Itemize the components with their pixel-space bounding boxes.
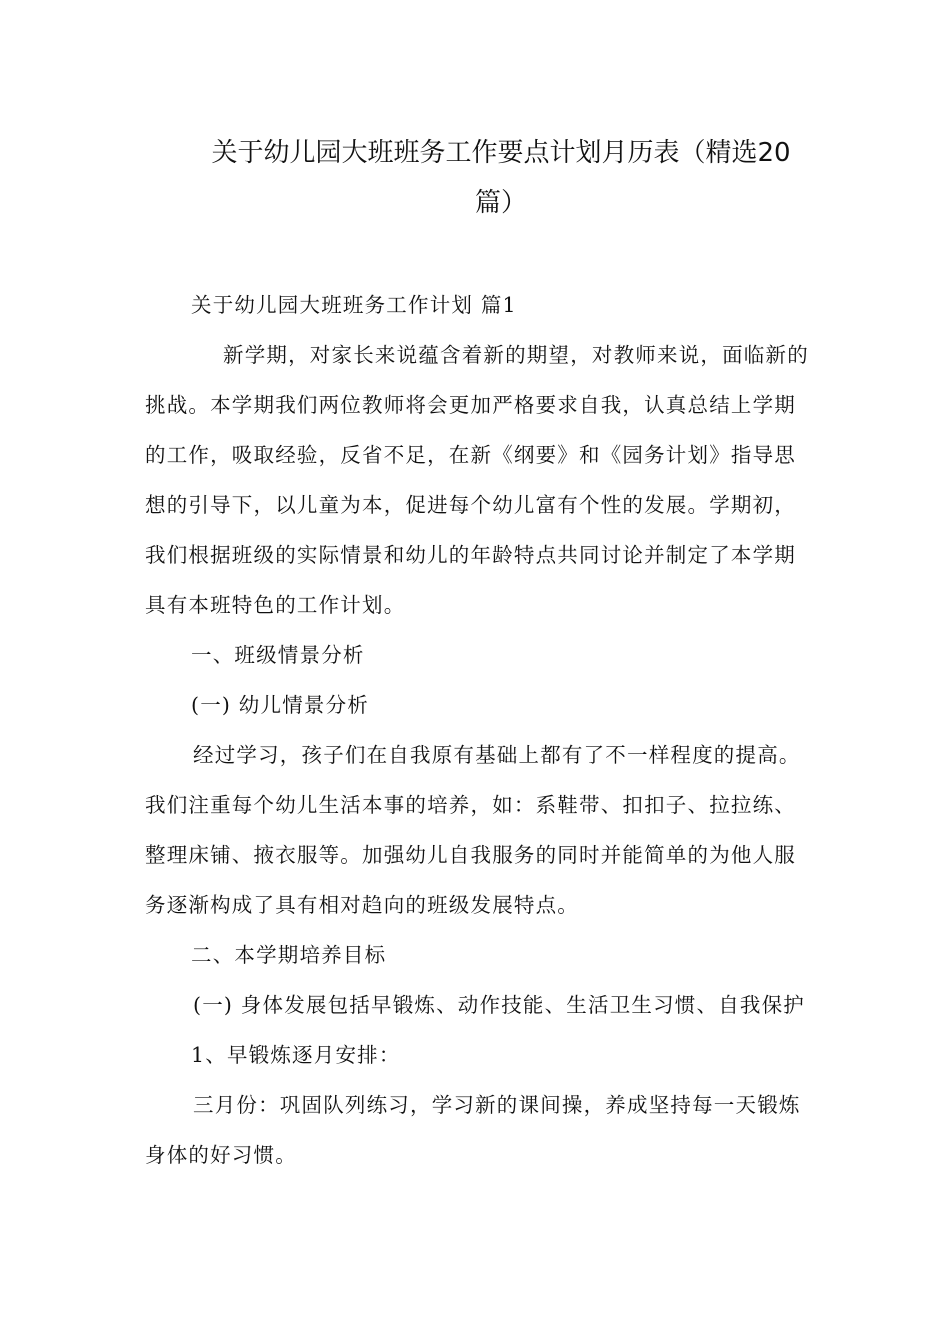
document-body — [145, 280, 810, 1180]
document-title-line-1: 关于幼儿园大班班务工作要点计划月历表（精选20 — [211, 138, 791, 168]
paragraph-child-analysis: 经过学习，孩子们在自我原有基础上都有了不一样程度的提高。我们注重每个幼儿生活本事的培养，如：系鞋带、扣扣子、拉拉练、整理床铺、掖衣服等。加强幼儿自我服务的同时并能简单的为他人服务逐渐构成了具有相对趋向的班级发展特点。 — [145, 743, 801, 917]
item-morning-exercise: 1、早锻炼逐月安排： — [191, 1043, 401, 1067]
heading-training-goals: 二、本学期培养目标 — [191, 943, 387, 967]
document-title — [145, 128, 857, 228]
document-title-line-2: 篇） — [474, 188, 527, 218]
subheading-child-analysis: (一) 幼儿情景分析 — [191, 693, 370, 717]
section-heading: 关于幼儿园大班班务工作计划 篇1 — [191, 293, 517, 317]
paragraph-intro: 新学期，对家长来说蕴含着新的期望，对教师来说，面临新的挑战。本学期我们两位教师将会更加严格要求自我，认真总结上学期的工作，吸取经验，反省不足，在新《纲要》和《园务计划》指导思想的引导下，以儿童为本，促进每个幼儿富有个性的发展。学期初，我们根据班级的实际情景和幼儿的年龄特点共同讨论并制定了本学期具有本班特色的工作计划。 — [145, 343, 809, 617]
heading-class-analysis: 一、班级情景分析 — [191, 643, 365, 667]
paragraph-march-plan: 三月份：巩固队列练习，学习新的课间操，养成坚持每一天锻炼身体的好习惯。 — [145, 1093, 801, 1167]
subheading-physical-development: (一) 身体发展包括早锻炼、动作技能、生活卫生习惯、自我保护 — [193, 993, 806, 1017]
